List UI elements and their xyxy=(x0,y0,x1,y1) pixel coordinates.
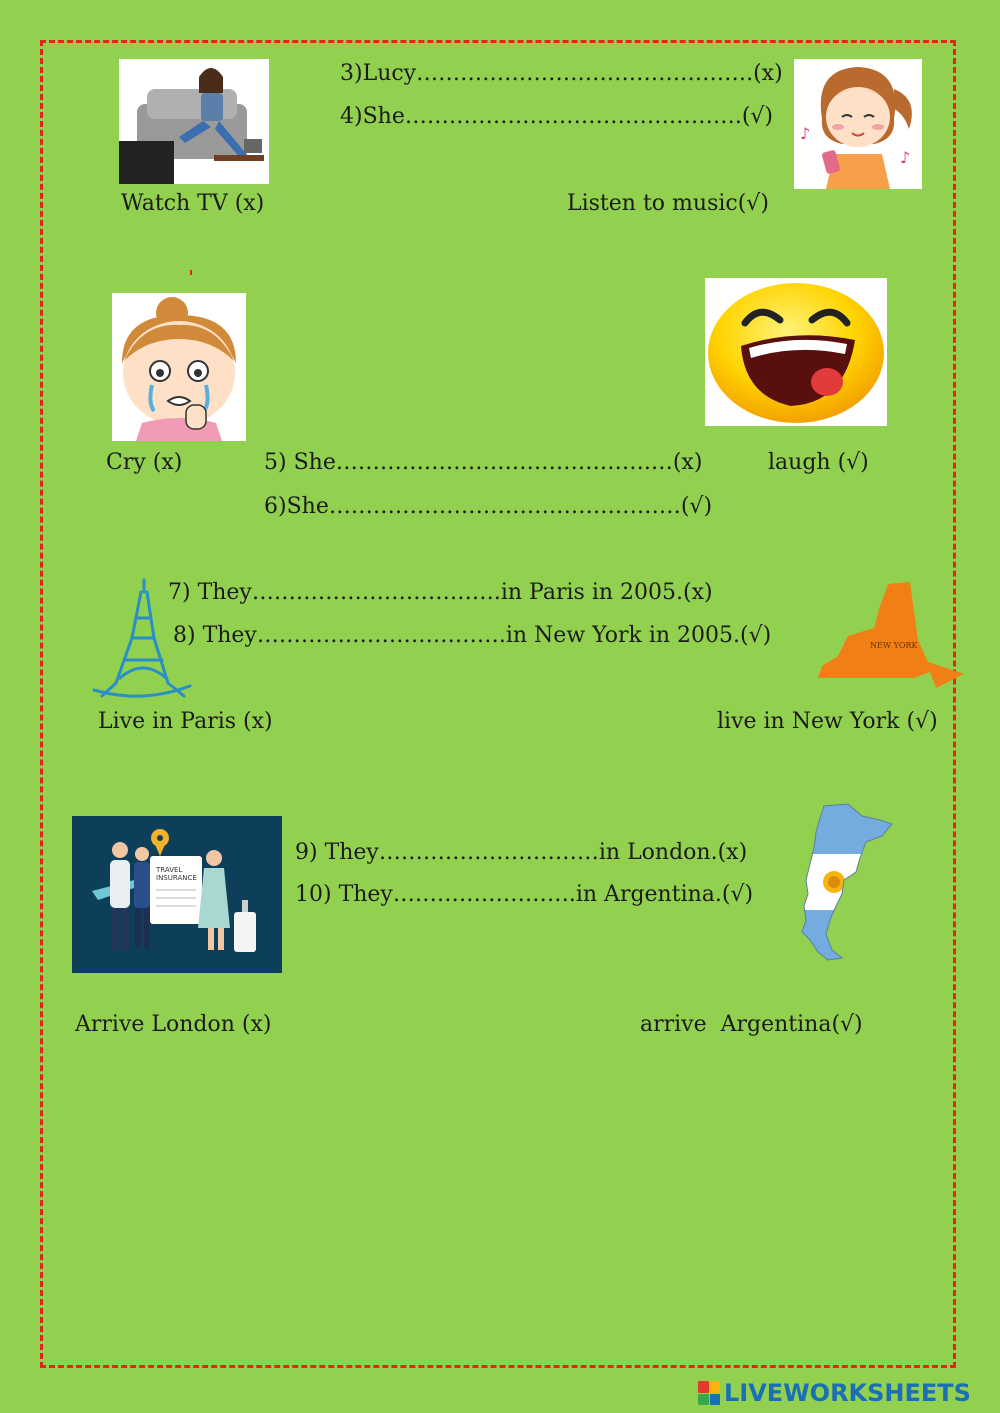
crying-girl-image xyxy=(112,293,246,441)
question-3: 3)Lucy……………………………………….(x) xyxy=(340,61,783,86)
travel-insurance-image xyxy=(72,816,282,973)
caption-watch-tv: Watch TV (x) xyxy=(121,191,265,216)
liveworksheets-logo-icon xyxy=(698,1381,720,1405)
caption-cry: Cry (x) xyxy=(106,450,183,475)
question-10: 10) They…………………….in Argentina.(√) xyxy=(295,882,754,907)
new-york-map-image xyxy=(818,580,966,690)
travel-card-text-1: TRAVEL xyxy=(156,866,183,874)
caption-listen-to-music: Listen to music(√) xyxy=(567,191,769,216)
stray-red-mark xyxy=(190,270,192,275)
travel-card-text-2: INSURANCE xyxy=(156,874,197,882)
liveworksheets-logo xyxy=(698,1380,994,1406)
argentina-map-image xyxy=(796,802,896,962)
caption-arrive-argentina: arrive Argentina(√) xyxy=(640,1012,863,1037)
laughing-face-image xyxy=(705,278,887,426)
svg-text:♪: ♪ xyxy=(900,148,911,167)
caption-live-in-new-york: live in New York (√) xyxy=(717,709,938,734)
listen-to-music-image xyxy=(794,59,922,189)
question-7: 7) They…………………………….in Paris in 2005.(x) xyxy=(168,580,713,605)
liveworksheets-brand-text: LIVEWORKSHEETS xyxy=(724,1379,971,1407)
question-4: 4)She……………………………………….(√) xyxy=(340,104,774,129)
watch-tv-image xyxy=(119,59,269,184)
svg-text:♪: ♪ xyxy=(800,124,811,143)
caption-laugh: laugh (√) xyxy=(768,450,869,475)
new-york-map-label: NEW YORK xyxy=(870,641,918,650)
caption-arrive-london: Arrive London (x) xyxy=(75,1012,272,1037)
question-5: 5) She…………………………………….…(x) xyxy=(264,450,703,475)
question-9: 9) They…………………………in London.(x) xyxy=(295,840,748,865)
caption-live-in-paris: Live in Paris (x) xyxy=(98,709,273,734)
question-6: 6)She…………………………………………(√) xyxy=(264,494,713,519)
question-8: 8) They…………………………….in New York in 2005.(√) xyxy=(173,623,772,648)
